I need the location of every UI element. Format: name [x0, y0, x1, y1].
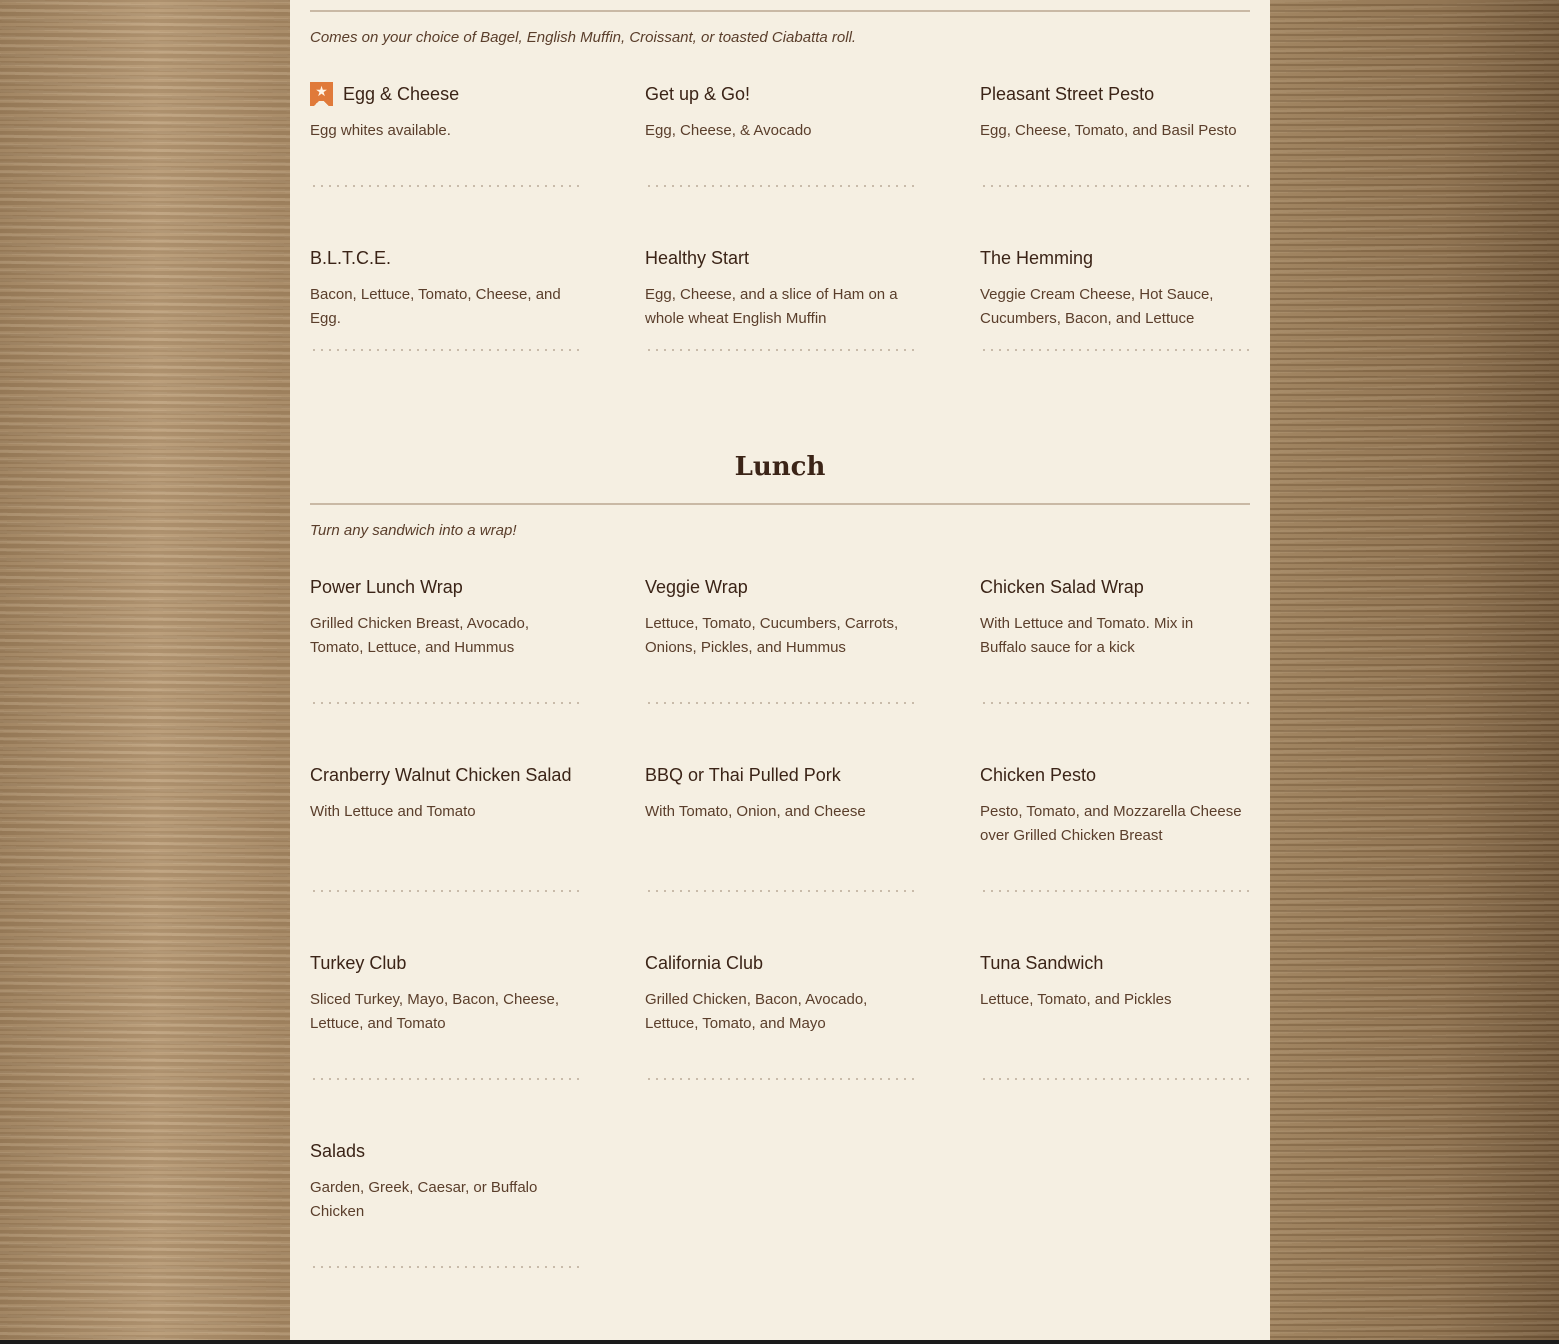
menu-item-description: With Lettuce and Tomato. Mix in Buffalo sauce for a kick: [980, 615, 1194, 656]
menu-item-title: B.L.T.C.E.: [310, 248, 392, 268]
menu-item-description: Egg whites available.: [310, 122, 451, 139]
menu-item: [310, 764, 580, 824]
menu-item: [310, 576, 580, 660]
menu-item-name: [645, 952, 915, 974]
menu-item-name: [980, 83, 1250, 105]
menu-item-name: [310, 1140, 580, 1162]
menu-item-description: With Lettuce and Tomato: [310, 803, 476, 820]
menu-item-title: Veggie Wrap: [645, 577, 748, 597]
breakfast-divider: [310, 10, 1250, 12]
lunch-note: Turn any sandwich into a wrap!: [310, 522, 517, 539]
menu-item-description: With Tomato, Onion, and Cheese: [645, 803, 866, 820]
menu-item-name: [980, 247, 1250, 269]
menu-item-name: [980, 576, 1250, 598]
dotted-separator: [980, 349, 1250, 351]
menu-item-title: BBQ or Thai Pulled Pork: [645, 765, 841, 785]
menu-item-description: Veggie Cream Cheese, Hot Sauce, Cucumbers, Bacon, and Lettuce: [980, 286, 1214, 327]
dotted-separator: [310, 1266, 580, 1268]
menu-item: [645, 952, 915, 1036]
menu-item-name: [310, 83, 580, 105]
menu-item: [310, 83, 580, 143]
menu-item-title: Power Lunch Wrap: [310, 577, 463, 597]
dotted-separator: [310, 702, 580, 704]
menu-item: [980, 83, 1250, 143]
dotted-separator: [645, 185, 915, 187]
menu-item-name: [645, 83, 915, 105]
menu-item-title: Tuna Sandwich: [980, 953, 1104, 973]
menu-item-description: Pesto, Tomato, and Mozzarella Cheese over Grilled Chicken Breast: [980, 803, 1242, 844]
menu-item-title: Cranberry Walnut Chicken Salad: [310, 765, 572, 785]
bottom-bar: [0, 1340, 1559, 1344]
menu-item: [310, 1140, 580, 1224]
dotted-separator: [310, 890, 580, 892]
dotted-separator: [645, 349, 915, 351]
dotted-separator: [980, 890, 1250, 892]
menu-item: [645, 764, 915, 824]
menu-item: [980, 764, 1250, 848]
menu-item-name: [310, 764, 580, 786]
menu-item-description: Egg, Cheese, and a slice of Ham on a whole wheat English Muffin: [645, 286, 898, 327]
lunch-title: Lunch: [734, 452, 826, 482]
dotted-separator: [645, 890, 915, 892]
dotted-separator: [980, 702, 1250, 704]
wood-background-right: [1270, 0, 1559, 1344]
menu-item-title: Chicken Pesto: [980, 765, 1097, 785]
menu-item-description: Sliced Turkey, Mayo, Bacon, Cheese, Lettuce, and Tomato: [310, 991, 560, 1032]
lunch-divider: [310, 503, 1250, 505]
dotted-separator: [980, 185, 1250, 187]
menu-item-description: Garden, Greek, Caesar, or Buffalo Chicken: [310, 1179, 538, 1220]
menu-item-name: [310, 952, 580, 974]
menu-item: [980, 247, 1250, 331]
menu-item-description: Lettuce, Tomato, Cucumbers, Carrots, Onions, Pickles, and Hummus: [645, 615, 899, 656]
menu-item: [310, 952, 580, 1036]
menu-item-title: Chicken Salad Wrap: [980, 577, 1144, 597]
menu-item-description: Egg, Cheese, Tomato, and Basil Pesto: [980, 122, 1237, 139]
menu-item-name: [980, 952, 1250, 974]
menu-item: [980, 576, 1250, 660]
menu-item-description: Bacon, Lettuce, Tomato, Cheese, and Egg.: [310, 286, 561, 327]
breakfast-note: Comes on your choice of Bagel, English Muffin, Croissant, or toasted Ciabatta roll.: [310, 29, 857, 46]
menu-item-name: [980, 764, 1250, 786]
dotted-separator: [980, 1078, 1250, 1080]
menu-item-title: Get up & Go!: [645, 84, 751, 104]
dotted-separator: [645, 702, 915, 704]
menu-item-name: [310, 576, 580, 598]
menu-item-title: California Club: [645, 953, 764, 973]
dotted-separator: [310, 349, 580, 351]
menu-item-description: Lettuce, Tomato, and Pickles: [980, 991, 1172, 1008]
menu-item-title: Pleasant Street Pesto: [980, 84, 1155, 104]
menu-item-name: [645, 576, 915, 598]
menu-item-name: [645, 247, 915, 269]
menu-item-description: Grilled Chicken Breast, Avocado, Tomato, Lettuce, and Hummus: [310, 615, 530, 656]
menu-item-title: The Hemming: [980, 248, 1094, 268]
menu-item-title: Turkey Club: [310, 953, 407, 973]
star-icon: ★: [310, 82, 333, 106]
menu-item-title: Healthy Start: [645, 248, 750, 268]
menu-item-name: [310, 247, 580, 269]
menu-item-name: [645, 764, 915, 786]
menu-item: [645, 247, 915, 331]
menu-item: [980, 952, 1250, 1012]
dotted-separator: [310, 185, 580, 187]
menu-panel: [290, 0, 1270, 1340]
menu-item: [645, 576, 915, 660]
menu-item-title: Salads: [310, 1141, 366, 1161]
menu-item-title: Egg & Cheese: [343, 84, 460, 104]
menu-item-description: Egg, Cheese, & Avocado: [645, 122, 812, 139]
menu-item: [310, 247, 580, 331]
menu-item: [645, 83, 915, 143]
dotted-separator: [310, 1078, 580, 1080]
menu-item-description: Grilled Chicken, Bacon, Avocado, Lettuce, Tomato, and Mayo: [645, 991, 868, 1032]
dotted-separator: [645, 1078, 915, 1080]
